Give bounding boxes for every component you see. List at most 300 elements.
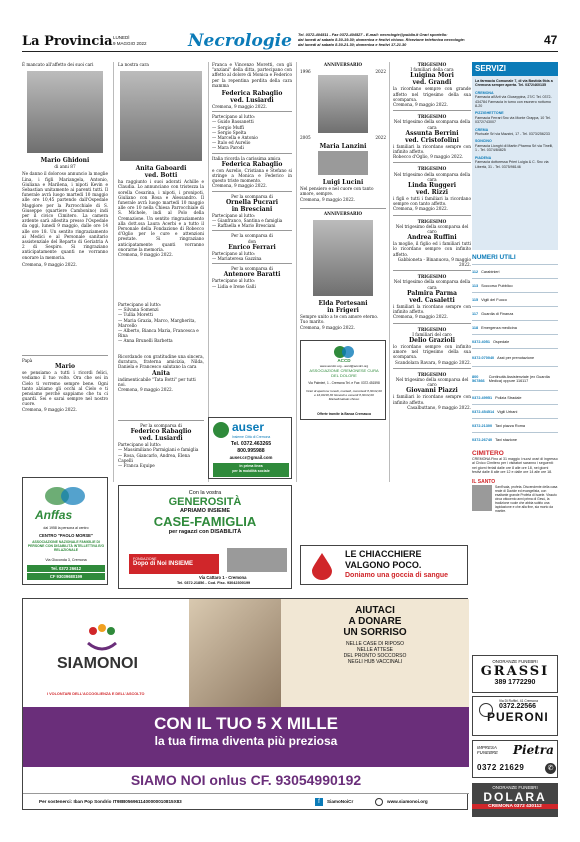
auser-email[interactable]: auser.cr@gmail.com xyxy=(229,455,273,460)
deceased-name: Andrea Ruffini xyxy=(407,234,457,242)
paper-name: La Provincia xyxy=(22,34,113,49)
numero-row xyxy=(472,390,558,404)
trigesimo-text: I familiari del caro xyxy=(412,331,452,337)
divider xyxy=(212,153,292,154)
numero-row xyxy=(472,292,558,306)
onoranze-phone: 0372 21629 xyxy=(477,763,525,772)
cinque-per-mille-banner xyxy=(23,707,469,767)
numero-label: Carabinieri xyxy=(481,269,500,274)
dopo-di-noi-banner xyxy=(129,554,219,574)
info-line: Tel. 0372-404511 - Fax 0372-404527 - E-mail: necrologie@publia.it Orari sportello: xyxy=(298,32,448,37)
onoranze-top: ONORANZE FUNEBRI xyxy=(492,659,538,664)
auser-tag-line: in prima linea xyxy=(239,464,263,468)
trigesimo-text: Nel trigesimo della scomparsa del caro xyxy=(395,376,469,388)
numero-label: Polizia Stradale xyxy=(495,395,522,400)
obit-intro: È mancato all'affetto dei suoi cari xyxy=(22,62,94,67)
anniversary-elda xyxy=(300,211,386,330)
auser-tag xyxy=(213,463,289,477)
pharmacy-info: Farmacia all'Arti via Giuseppina, 27/C Tel. 0372-434784 Farmacia in turno con esonero notturno 8-20 xyxy=(475,95,552,109)
obit-intro: Franca e Vincenzo Moretti, con gli "anziani" della ditta, partecipano con affetto al dolore di Monica e Federico per la repentina perdita della cara mamma xyxy=(212,62,292,88)
scomparsa-label: Per la scomparsa di xyxy=(231,193,273,199)
participants-label: Partecipano al lutto: xyxy=(212,212,256,218)
anffas-address: Via Gioconda 3, Cremona xyxy=(45,558,87,562)
participant: — Maria Grazia, Marco, Margherita, Marcello xyxy=(118,317,196,328)
blood-donation-ad[interactable] xyxy=(300,545,468,585)
cimitero-title: CIMITERO xyxy=(472,450,504,457)
masthead-info xyxy=(298,32,543,47)
pharmacy-block xyxy=(475,91,555,109)
numero: 112 xyxy=(472,269,479,274)
participation-federica xyxy=(212,62,292,289)
numero-row xyxy=(472,264,558,278)
participant: — Guido Bassanetti xyxy=(212,119,254,125)
farmacia-headline: La farmacia Comunale 7, di via Bastida 9bis a Cremona sempre aperta. Tel. 0372/460135 xyxy=(475,79,553,88)
trigesimo-text-2: i familiari la ricordano sempre con infinito affetto. xyxy=(393,143,471,155)
numero: 115 xyxy=(472,297,479,302)
onoranze-phone: 0372.22566 xyxy=(499,703,536,710)
deceased-name: Enrico Ferrari xyxy=(228,243,276,251)
gen-top: Con la vostra xyxy=(188,490,222,496)
obituary-mario-ghidoni xyxy=(22,62,108,267)
participants-label: Partecipano al lutto: xyxy=(212,278,256,284)
onoranze-name: GRASSI xyxy=(480,664,550,679)
year: 2022 xyxy=(375,69,386,75)
onoranze-phone: CREMONA 0372 430112 xyxy=(472,804,558,809)
trigesimo-text-2: la moglie, il figlio ed i familiari tutti lo ricordano sempre con infinito affetto. xyxy=(393,241,471,257)
pharmacy-city: PIZZIGHETTONE xyxy=(475,111,504,116)
accd-orari: Orari di apertura: lunedì, martedì, mercoledì 8,30/12,00 e 16,00/18,30 Giovedì e venerdì 8,30/12,00 Martedì/sabato chiuso xyxy=(306,389,382,401)
participant: — Franca Equipe xyxy=(118,463,155,469)
gen-big: GENEROSITÀ xyxy=(168,496,242,508)
santo-block xyxy=(472,485,558,513)
obit-text: ha raggiunto i suoi adorati Achille e Claudia. Lo annunciano con tristezza la sorella Cesarina, i nipoti, i pronipoti, Giuliano con Rosa e Alessandro. Il funerale avrà luogo martedì 10 maggio alle ore 10 nella Chiesa Parrocchiale di S. Michele, indi al Polo della Cremazione. Un sentito ringraziamento alla dott.ssa Laura Acerbi e a tutto il Personale della Fondazione di Robecco d'Oglio per le cure e attenzioni prestate. Si ringraziano anticipatamente quanti vorranno onorarne la memoria. xyxy=(118,179,204,252)
siamonoi-ad[interactable] xyxy=(22,598,468,810)
siamonoi-tagline: I VOLONTARI DELL'ACCOGLIENZA E DELL'ASCOLTO xyxy=(47,692,145,696)
iban-text: Per sostenerci: Iban Pop Sondrio IT98B0569611400000010815X83 xyxy=(39,799,182,804)
pharmacy-block xyxy=(475,128,555,137)
deceased-name-2: ved. Grandi xyxy=(412,79,452,87)
obituary-anita-gaboardi xyxy=(118,62,204,257)
numero: 0372.070040 xyxy=(472,355,495,360)
obit-date: Cremona, 9 maggio 2022. xyxy=(300,324,356,330)
trigesimo-text: Nel trigesimo della scomparsa della cara xyxy=(393,171,471,182)
butterfly-icon xyxy=(43,484,87,508)
deceased-name-2: ved. Casaletti xyxy=(409,296,455,304)
numero-row xyxy=(472,348,558,366)
numero: 117 xyxy=(472,311,479,316)
page-number: 47 xyxy=(544,33,558,47)
gen-mid: APRIAMO INSIEME xyxy=(179,508,231,514)
pharmacy-block xyxy=(475,111,555,124)
deceased-name-2: Luigi Lucini xyxy=(322,179,364,187)
trigesimo-text: I familiari della cara xyxy=(410,67,454,73)
numero-row xyxy=(472,432,558,446)
pharmacy-block xyxy=(475,139,555,152)
divider xyxy=(393,215,471,216)
numero: 0372.4051 xyxy=(472,339,490,344)
obit-date: Cremona, 9 maggio 2022. xyxy=(118,252,174,258)
auser-logo-icon xyxy=(213,422,229,438)
numero-row xyxy=(472,278,558,292)
numero: 0372.21300 xyxy=(472,423,493,428)
fond-label: FONDAZIONE xyxy=(133,557,157,561)
deceased-age: di anni 87 xyxy=(54,164,76,170)
trigesimo-label: TRIGESIMO xyxy=(417,274,447,280)
anffas-tagline: dal 1958 la persona al centro xyxy=(43,526,89,530)
participant: — Mariateresa Gazzina xyxy=(212,256,262,262)
obit-date: Cremona, 9 maggio 2022. xyxy=(212,183,268,189)
divider xyxy=(212,191,292,192)
siamonoi-logo: SIAMONOI xyxy=(57,655,138,672)
trigesimo-text-2: lo ricordano sempre con infinito amore nel trigesimo della sua scomparsa. xyxy=(393,343,471,360)
deceased-name: Federica Rabaglio xyxy=(221,90,283,98)
participant: — Alberto, Bianca Maria, Francesca e Rina xyxy=(118,328,199,339)
remembrance-text: Italia ricorda la carissima amica xyxy=(212,155,281,161)
participant: — Gianfranco, Santina e famiglia xyxy=(212,218,283,224)
cf-banner xyxy=(23,767,469,793)
participant: — Marcella e Antonio xyxy=(212,135,258,141)
participant: — Silvana Somenzi xyxy=(118,307,159,313)
pharmacy-city: CREMONA xyxy=(475,90,494,95)
trigesimo-text-2: i familiari la ricordano sempre con infinito affetto. xyxy=(393,303,471,315)
trigesimo-label: TRIGESIMO xyxy=(417,218,447,224)
participant: — Massimiliano Parmigiani e famiglia xyxy=(118,447,199,453)
info-line: dal lunedì al sabato 8.30-21.30; domenica e festivi 17-21.30 xyxy=(298,42,407,47)
participants-label: Partecipano al lutto: xyxy=(212,114,256,120)
siamonoi-cf: SIAMO NOI onlus CF. 93054990192 xyxy=(130,772,362,788)
deceased-name: Giovanni Piazzi xyxy=(406,387,458,395)
servizi-sidebar xyxy=(472,62,558,648)
pharmacy-info: Farmacia Lionghi di Martin Pharma Srl via Tinelli, 1 - Tel. 0374/84825 xyxy=(475,143,554,153)
participants-anita xyxy=(118,302,204,344)
portrait-photo-2 xyxy=(318,151,368,175)
anniversary-text: Nel pensiero e nel cuore con tanto amore, sempre. xyxy=(300,186,374,197)
deceased-name: Delio Grazioli xyxy=(408,336,456,344)
accd-ad[interactable] xyxy=(300,340,386,420)
chiacchiere-line3: Doniamo una goccia di sangue xyxy=(345,572,449,579)
trigesimo-label: TRIGESIMO xyxy=(417,371,447,377)
remembrance-text-2: e con Aurelio, Cristiana e Stefano si stringe a Monica e Federico in questo triste momento. xyxy=(212,167,292,184)
gen-sub: per ragazzi con DISABILITÀ xyxy=(168,529,242,535)
deceased-name: Assunta Berrini xyxy=(405,129,459,137)
onoranze-phone: 389 1772290 xyxy=(494,679,536,686)
social-handle[interactable]: SiamoNoiCr xyxy=(327,799,354,804)
numero-label: Soccorso Pubblico xyxy=(481,283,513,288)
divider xyxy=(212,111,292,112)
trigesimo-label: TRIGESIMO xyxy=(417,62,447,67)
obit-date: Cremona, 9 maggio 2022. xyxy=(393,206,449,212)
anffas-cf: CF 93039680199 xyxy=(27,573,105,580)
trigesimo-text-2: i figli e tutti i familiari la ricordano sempre con tanto affetto. xyxy=(393,196,471,207)
numero: 0372.454514 xyxy=(472,409,495,414)
onoranze-top: ONORANZE FUNEBRI xyxy=(492,785,538,790)
trigesimo-text-2: i familiari lo ricordano sempre con infinito affetto. xyxy=(393,394,471,405)
title-don: don xyxy=(248,238,256,244)
divider xyxy=(393,162,471,163)
deceased-name: Palmira Parma xyxy=(407,289,457,297)
auser-phone: Tel. 0372.463265 xyxy=(230,441,272,447)
blood-drop-icon xyxy=(309,552,335,580)
obit-text: se pensiamo a tutti i ricordi felici, vediamo il tuo volto. Ora che sei in Cielo ti vorremo sempre bene. Ogni tanto alziamo gli occhi al Cielo e ti pensiamo perché sappiamo che tu ci guardi. Sei e sarai sempre nel nostro cuore. xyxy=(22,370,108,407)
trigesimo-label: TRIGESIMO xyxy=(417,166,447,172)
participant: — Mara Parodi xyxy=(212,145,244,151)
siamonoi-footer xyxy=(23,793,469,811)
obit-date: Cremona, 9 maggio 2022. xyxy=(22,406,78,412)
divider xyxy=(393,368,471,369)
anffas-desc: ASSOCIAZIONE NAZIONALE FAMIGLIE DI PERSONE CON DISABILITÀ INTELLETTIVA E/O RELAZIONALE xyxy=(27,540,105,553)
pharmacy-city: CREMA xyxy=(475,127,489,132)
un-sorriso: UN SORRISO xyxy=(343,627,407,638)
pharmacy-info: Pluriuale Srl via Mazzini, 17 - Tel. 0373/256233 xyxy=(475,132,550,137)
servizi-title: SERVIZI xyxy=(472,62,558,76)
santo-title: IL SANTO xyxy=(472,478,496,485)
gen-tel: Tel. 0372.21856 - Cod. Fisc. 93042300199 xyxy=(177,581,251,585)
divider xyxy=(393,270,471,271)
deceased-name-2: ved. Lusiardi xyxy=(139,435,183,443)
numero-row xyxy=(472,404,558,418)
auser-sub: Insieme Città di Cremona xyxy=(232,435,271,439)
obit-date: Robecco d'Oglio, 9 maggio 2022. xyxy=(393,154,464,160)
obit-date: Cremona, 9 maggio 2022. xyxy=(118,387,174,393)
trigesimo-text: Nel trigesimo della scomparsa del caro xyxy=(395,223,469,235)
year: 2005 xyxy=(300,135,311,141)
a-donare: A DONARE xyxy=(348,616,402,627)
numeri-title: NUMERI UTILI xyxy=(472,254,516,261)
deceased-name: Maria Lanzini xyxy=(319,143,367,151)
onoranze-pueroni[interactable] xyxy=(472,696,558,736)
anffas-center: CENTRO "PAOLO MORSE" xyxy=(39,533,93,538)
saint-image xyxy=(472,485,492,511)
obit-intro: Papà xyxy=(22,358,33,363)
deceased-name: Luigina Mori xyxy=(410,72,454,80)
masthead xyxy=(22,30,558,52)
onoranze-grassi[interactable] xyxy=(472,655,558,693)
fond-name: Dopo di Noi INSIEME xyxy=(133,561,193,567)
numero: 0372.49951 xyxy=(472,395,493,400)
scomparsa-label: Per la scomparsa di xyxy=(231,266,273,272)
help-panel xyxy=(281,599,469,707)
accd-web[interactable]: www.accdcr.org - accd@accdcr.org xyxy=(319,364,369,368)
accd-addr: Via Palmieri, 1 - Cremona Tel. e Fax: 0372.451598 xyxy=(308,381,380,385)
big-headline: CON IL TUO 5 X MILLE xyxy=(154,714,338,733)
participants-label: Partecipano al lutto: xyxy=(118,442,162,448)
divider xyxy=(212,263,292,264)
anffas-phone: Tel. 0372 26612 xyxy=(27,565,105,572)
pharmacy-city: PIADENA xyxy=(475,155,492,160)
numero-label: Emergenza medicina xyxy=(481,325,517,330)
obit-date: Gabbioneta - Binanuova, 9 maggio 2022. xyxy=(397,256,471,268)
scomparsa-label: Per la scomparsa di xyxy=(231,233,273,239)
numero-row xyxy=(472,306,558,320)
accd-logo: ACCD xyxy=(337,358,351,363)
numero: 0372.26740 xyxy=(472,437,493,442)
anniversary-text: Sempre unito a te con amore eterno. Tuo marito. xyxy=(300,314,379,325)
column-divider xyxy=(389,62,390,482)
numero: 118 xyxy=(472,325,479,330)
cross-icon xyxy=(479,703,493,717)
participant: — Anna Brunelli Barbetta xyxy=(118,338,173,344)
participant: — Rosa, Giancarlo, Andrea, Elena Capelli xyxy=(118,452,190,463)
deceased-name: Linda Ruggeri xyxy=(407,182,457,190)
numeri-list xyxy=(472,264,558,446)
numero-label: Vigili del Fuoco xyxy=(481,297,507,302)
divider xyxy=(22,355,108,356)
onoranze-top: IMPRESA FUNEBRE xyxy=(477,745,498,755)
anffas-logo: Anffas xyxy=(35,508,73,522)
participants-label: Partecipano al lutto: xyxy=(212,250,256,256)
deceased-name-2: ved. Cristofolini xyxy=(405,136,459,144)
onoranze-pietra[interactable] xyxy=(472,740,558,778)
obit-date: Cremona, 9 maggio 2022. xyxy=(393,314,449,320)
trigesimo-label: TRIGESIMO xyxy=(417,326,447,332)
siamonoi-logo-icon xyxy=(85,623,119,653)
remembrance-anita xyxy=(118,354,204,392)
numero-row xyxy=(472,418,558,432)
masthead-date: 9 MAGGIO 2022 xyxy=(113,41,147,46)
deceased-name-2: in Bresciani xyxy=(231,205,273,213)
column-divider xyxy=(113,62,114,482)
obit-intro: La nostra cara xyxy=(118,62,149,67)
participants-label: Partecipano al lutto: xyxy=(118,302,162,307)
onoranze-dolara[interactable] xyxy=(472,783,558,817)
numero: 800 567866 xyxy=(472,374,485,383)
deceased-name-2: ved. Botti xyxy=(144,172,178,180)
anniversary-label: ANNIVERSARIO xyxy=(323,62,363,67)
phone-icon: ✆ xyxy=(545,763,556,774)
section-title: Necrologie xyxy=(188,31,292,51)
big-subheadline: la tua firma diventa più preziosa xyxy=(154,734,338,748)
accd-logo-icon xyxy=(333,344,355,358)
obit-date: Cremona, 9 maggio 2022. xyxy=(393,102,449,108)
siamonoi-web[interactable]: www.siamonoi.org xyxy=(387,799,428,804)
trigesimo-text-2: la ricordano sempre con grande affetto nel trigesimo della sua scomparsa. xyxy=(393,86,471,102)
accd-name: ASSOCIAZIONE CREMONESE CURA DEL DOLORE xyxy=(309,368,379,378)
deceased-name-2: in Frigeri xyxy=(327,307,359,315)
participation-federico xyxy=(118,423,204,468)
deceased-name-2: ved. Lusiardi xyxy=(230,97,274,105)
anniversary-label: ANNIVERSARIO xyxy=(323,211,363,216)
divider xyxy=(118,420,204,421)
dopo-di-noi-ad[interactable] xyxy=(118,485,292,589)
anniversary-lanzini-lucini xyxy=(300,62,386,202)
numero-label: Vigili Urbani xyxy=(497,409,518,414)
numero-label: Ospedale xyxy=(492,339,510,344)
facebook-icon: f xyxy=(315,798,323,806)
obit-date: Cremona, 9 maggio 2022. xyxy=(212,104,268,110)
trigesimo-label: TRIGESIMO xyxy=(417,114,447,120)
auser-phone-2: 800.995988 xyxy=(237,448,265,454)
gen-big2: CASE-FAMIGLIA xyxy=(153,514,257,529)
scomparsa-label: Per la scomparsa di xyxy=(140,423,182,428)
auser-logo: auser xyxy=(232,420,265,434)
deceased-name: Antenore Baratti xyxy=(223,271,281,279)
deceased-name-2: ved. Rizzi xyxy=(415,189,449,197)
help-line: DEL PRONTO SOCCORSO xyxy=(343,653,407,659)
house-photo xyxy=(227,548,287,572)
web-icon xyxy=(375,798,383,806)
obit-text: Ne danno il doloroso annuncio la moglie Lina, i figli Mariangela, Antonio, Giuliana e Marilena, i nipoti Kevin e Sebastian unitamente ai parenti tutti. Il funerale avrà luogo martedì 10 maggio alle ore 10,45 partendo dall'Ospedale Maggiore per la Parrocchiale di S. Giuseppe (quartiere Cambonino) indi per il civico Cimitero. La camera ardente sarà allestita presso l'Ospedale da oggi, lunedì 9 maggio, dalle ore 14 alle ore 18. Un sentito ringraziamento ai Medici e al Personale sanitario assistenziale del Reparto di Geriatria A 2 di Sespiro. Si ringraziano anticipatamente quanti ne vorranno onorare la memoria. xyxy=(22,171,108,260)
anffas-ad[interactable] xyxy=(22,477,108,585)
chiacchiere-line1: LE CHIACCHIERE xyxy=(345,549,422,559)
divider xyxy=(393,323,471,324)
deceased-name: Mario xyxy=(55,363,75,371)
chiacchiere-line2: VALGONO POCO. xyxy=(345,560,422,570)
participant: — Sergio Spelta xyxy=(212,129,247,135)
onoranze-name: PUERONI xyxy=(487,710,549,724)
portrait-photo xyxy=(313,220,373,296)
trigesimi-column xyxy=(393,62,471,410)
numero-row xyxy=(472,320,558,334)
column-divider xyxy=(296,62,297,482)
divider xyxy=(393,110,471,111)
onoranze-name: Pietra xyxy=(513,743,554,757)
year: 2022 xyxy=(375,135,386,141)
portrait-photo xyxy=(120,71,202,161)
numero-row xyxy=(472,334,558,348)
obituary-papa-mario xyxy=(22,358,108,412)
deceased-name: Anita xyxy=(152,369,170,377)
pharmacy-city: SONCINO xyxy=(475,139,492,144)
onoranze-top: Via Di Ruffini, 41 Cremona xyxy=(499,699,538,703)
obit-date: Scandolara Ravara, 9 maggio 2022. xyxy=(394,359,471,365)
divider xyxy=(300,208,386,209)
santo-text: Sant'Isaia, profeta. Discendente della casa reale di Davide ed evangelista, con esaltante grande Profeta di Isaele. Vissuto circa ottocento anni prima di Gesù, la tradizione vuole che abbia subito una lapidazione e che alla fine, sia morto da martire. xyxy=(495,484,558,513)
remembrance-text-2: indimenticabile "Tata Botti" per tutti noi. xyxy=(118,376,196,387)
pharmacy-panel xyxy=(472,76,558,250)
obit-date: Cremona, 9 maggio 2022. xyxy=(300,196,356,202)
cimitero-text: CREMONA Fino al 31 maggio i nuovi orari di ingresso al Civico Cimitero per i visitatori saranno i seguenti: nei giorni feriali dalle ore 8 alle ore 18, nei giorni festivi dalle 8 alle ore 12 e dalle ore 14 alle ore 18. xyxy=(472,457,558,475)
numero-label: Asst per prenotazione xyxy=(497,355,535,360)
portrait-photo xyxy=(27,71,103,153)
help-line: NEGLI HUB VACCINALI xyxy=(347,659,403,665)
trigesimo-text: Nel trigesimo della scomparsa della cara xyxy=(393,279,471,290)
deceased-name: Mario Ghidoni xyxy=(40,157,90,165)
divider xyxy=(212,230,292,231)
year: 1996 xyxy=(300,69,311,75)
portrait-photo xyxy=(318,75,368,133)
pharmacy-info: Farmacia Ferrari Snc via Monte Grappa, 10 Tel. 0372/743007 xyxy=(475,115,551,125)
accd-offerte: Offerte tramite la Banca Cremasca xyxy=(317,412,371,416)
deceased-name: Elda Portesani xyxy=(318,300,368,308)
participant: — Lidia e Irene Galli xyxy=(212,283,256,289)
onoranze-name: DOLARA xyxy=(483,790,547,804)
participant: — Italo ed Aurelio xyxy=(212,140,251,146)
trigesimo-text: Nel trigesimo della scomparsa della cara xyxy=(393,119,471,130)
auser-ad[interactable] xyxy=(208,417,292,479)
participant: — Raffaella e Mario Bresciani xyxy=(212,223,276,229)
participant: — Tullia Moretti xyxy=(118,312,153,318)
numero-label: Continuità Assistenziale (ex Guardia Medica) oppure 116117 xyxy=(488,374,550,383)
numero-label: Taxi stazione xyxy=(495,437,518,442)
numero: 113 xyxy=(472,283,479,288)
obit-date: Casalbuttano, 9 maggio 2022. xyxy=(407,404,471,410)
deceased-name: Federico Rabaglio xyxy=(130,428,192,436)
obit-date: Cremona, 9 maggio 2022. xyxy=(22,261,78,267)
remembrance-text: Ricordando con gratitudine una sincera, duratura, fraterna amicizia, Nilda, Daniela e Francesco salutano la cara xyxy=(118,354,204,370)
deceased-name: Ornella Pucrari xyxy=(225,198,279,206)
gen-addr: Via Cattaro 1 - Cremona xyxy=(199,575,247,580)
participant: — Sergio Muffi xyxy=(212,124,245,130)
pharmacy-block xyxy=(475,156,555,169)
help-line: NELLE CASE DI RIPOSO xyxy=(345,641,405,647)
numero-row xyxy=(472,366,558,390)
aiutaci: AIUTACI xyxy=(355,605,395,616)
pharmacy-info: Farmacia dottoressa Prieri Luigia & C. Snc via Libertà, 31 - Tel. 0375/98146 xyxy=(475,160,549,169)
info-line: dai lunedì al sabato 8.30-19.30; domenica e festivi chiuso. Ricezione telefonica necrologie: xyxy=(298,37,466,42)
deceased-name: Federica Rabaglio xyxy=(221,160,283,168)
deceased-name: Anita Gaboardi xyxy=(135,165,187,173)
elderly-photo xyxy=(189,599,281,707)
